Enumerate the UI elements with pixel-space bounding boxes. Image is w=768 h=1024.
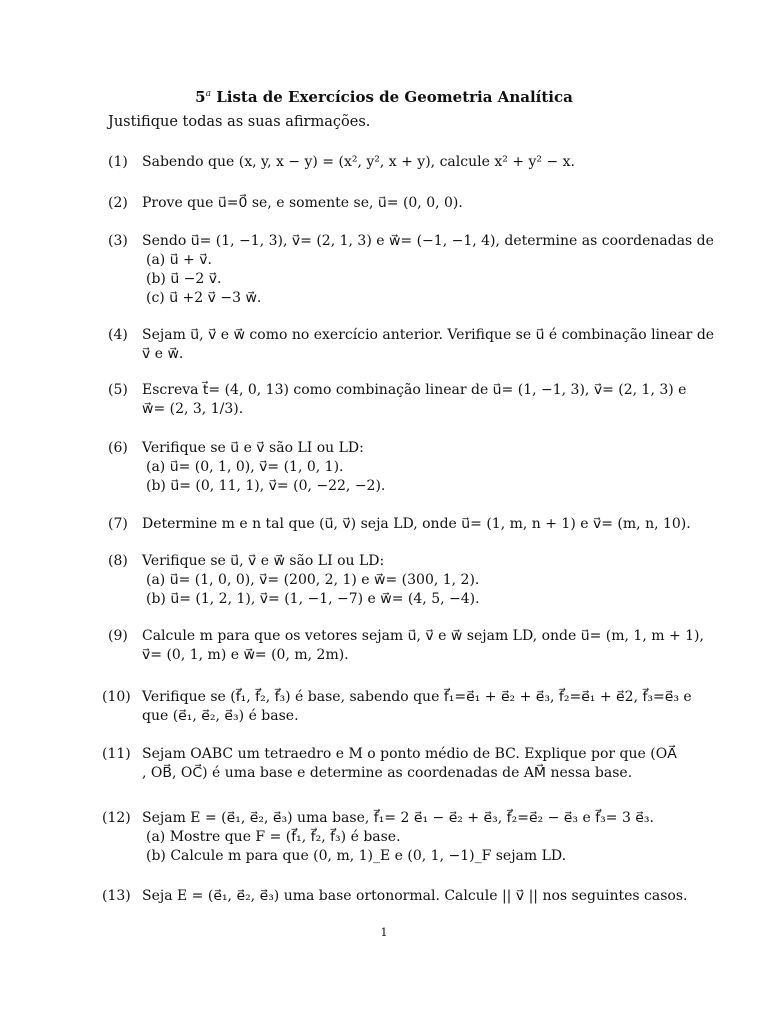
exercise-subitem: (b) u⃗ −2 v⃗. bbox=[146, 271, 222, 287]
exercise-5 bbox=[108, 381, 687, 419]
exercise-subitem: (c) u⃗ +2 v⃗ −3 w⃗. bbox=[146, 290, 262, 306]
exercise-11 bbox=[102, 745, 680, 783]
exercise-text: Sejam u⃗, v⃗ e w⃗ como no exercício anterior. Verifique se u⃗ é combinação linear de bbox=[142, 327, 715, 343]
title-prefix: 5 bbox=[195, 88, 206, 106]
exercise-8 bbox=[108, 552, 680, 609]
exercise-subitem: (b) Calcule m para que (0, m, 1)_E e (0, 1, −1)_F sejam LD. bbox=[146, 848, 567, 864]
exercise-12 bbox=[102, 809, 680, 866]
exercise-subitem: (a) u⃗= (1, 0, 0), v⃗= (200, 2, 1) e w⃗= (300, 1, 2). bbox=[146, 572, 480, 588]
exercise-number: (2) bbox=[108, 195, 128, 211]
exercise-text: Sejam OABC um tetraedro e M o ponto médio de BC. Explique por que (OA⃗ bbox=[142, 746, 677, 762]
exercise-number: (11) bbox=[102, 746, 131, 762]
exercise-text: Sejam E = (e⃗₁, e⃗₂, e⃗₃) uma base, f⃗₁= 2 e⃗₁ − e⃗₂ + e⃗₃, f⃗₂=e⃗₂ − e⃗₃ e f⃗₃= 3 e⃗₃. bbox=[142, 810, 654, 826]
exercise-number: (4) bbox=[108, 327, 128, 343]
exercise-number: (10) bbox=[102, 689, 131, 705]
exercise-text: Prove que u⃗=0⃗ se, e somente se, u⃗= (0, 0, 0). bbox=[142, 195, 463, 211]
exercise-1 bbox=[108, 153, 680, 172]
title-text: Lista de Exercícios de Geometria Analítica bbox=[210, 88, 573, 106]
exercise-text-continued: que (e⃗₁, e⃗₂, e⃗₃) é base. bbox=[142, 708, 299, 724]
exercise-7 bbox=[108, 515, 691, 534]
exercise-text: Escreva t⃗= (4, 0, 13) como combinação linear de u⃗= (1, −1, 3), v⃗= (2, 1, 3) e bbox=[142, 382, 687, 398]
exercise-text-continued: , OB⃗, OC⃗) é uma base e determine as coordenadas de AM⃗ nessa base. bbox=[142, 765, 633, 781]
exercise-number: (7) bbox=[108, 516, 128, 532]
exercise-text: Verifique se u⃗, v⃗ e w⃗ são LI ou LD: bbox=[142, 553, 385, 569]
exercise-number: (6) bbox=[108, 440, 128, 456]
intro-text: Justifique todas as suas afirmações. bbox=[108, 114, 371, 130]
page-title bbox=[0, 88, 768, 106]
exercise-text: Sendo u⃗= (1, −1, 3), v⃗= (2, 1, 3) e w⃗= (−1, −1, 4), determine as coordenadas de bbox=[142, 233, 714, 249]
exercise-number: (3) bbox=[108, 233, 128, 249]
exercise-text: Seja E = (e⃗₁, e⃗₂, e⃗₃) uma base ortonormal. Calcule || v⃗ || nos seguintes casos. bbox=[142, 888, 688, 904]
exercise-text: Verifique se u⃗ e v⃗ são LI ou LD: bbox=[142, 440, 364, 456]
exercise-text: Verifique se (f⃗₁, f⃗₂, f⃗₃) é base, sabendo que f⃗₁=e⃗₁ + e⃗₂ + e⃗₃, f⃗₂=e⃗₁ + e⃗2, f⃗₃=e⃗₃ e bbox=[142, 689, 692, 705]
exercise-2 bbox=[108, 194, 680, 213]
exercise-3 bbox=[108, 232, 714, 308]
exercise-text-continued: w⃗= (2, 3, 1/3). bbox=[142, 401, 244, 417]
exercise-number: (8) bbox=[108, 553, 128, 569]
exercise-text: Determine m e n tal que (u⃗, v⃗) seja LD, onde u⃗= (1, m, n + 1) e v⃗= (m, n, 10). bbox=[142, 516, 691, 532]
page-number: 1 bbox=[380, 926, 388, 939]
exercise-text: Calcule m para que os vetores sejam u⃗, v⃗ e w⃗ sejam LD, onde u⃗= (m, 1, m + 1), bbox=[142, 628, 704, 644]
exercise-number: (12) bbox=[102, 810, 131, 826]
exercise-subitem: (a) u⃗ + v⃗. bbox=[146, 252, 212, 268]
exercise-subitem: (b) u⃗= (0, 11, 1), v⃗= (0, −22, −2). bbox=[146, 478, 386, 494]
exercise-13 bbox=[102, 887, 688, 906]
exercise-4 bbox=[108, 326, 715, 364]
exercise-number: (13) bbox=[102, 888, 131, 904]
exercise-text: Sabendo que (x, y, x − y) = (x², y², x + y), calcule x² + y² − x. bbox=[142, 154, 575, 170]
exercise-subitem: (a) u⃗= (0, 1, 0), v⃗= (1, 0, 1). bbox=[146, 459, 344, 475]
exercise-10 bbox=[102, 688, 692, 726]
title-superscript: a bbox=[205, 89, 211, 99]
exercise-subitem: (a) Mostre que F = (f⃗₁, f⃗₂, f⃗₃) é base. bbox=[146, 829, 401, 845]
exercise-9 bbox=[108, 627, 704, 665]
exercise-text-continued: v⃗ e w⃗. bbox=[142, 346, 184, 362]
exercise-number: (1) bbox=[108, 154, 128, 170]
exercise-text-continued: v⃗= (0, 1, m) e w⃗= (0, m, 2m). bbox=[142, 647, 349, 663]
exercise-subitem: (b) u⃗= (1, 2, 1), v⃗= (1, −1, −7) e w⃗= (4, 5, −4). bbox=[146, 591, 480, 607]
exercise-number: (5) bbox=[108, 382, 128, 398]
exercise-6 bbox=[108, 439, 680, 496]
exercise-number: (9) bbox=[108, 628, 128, 644]
